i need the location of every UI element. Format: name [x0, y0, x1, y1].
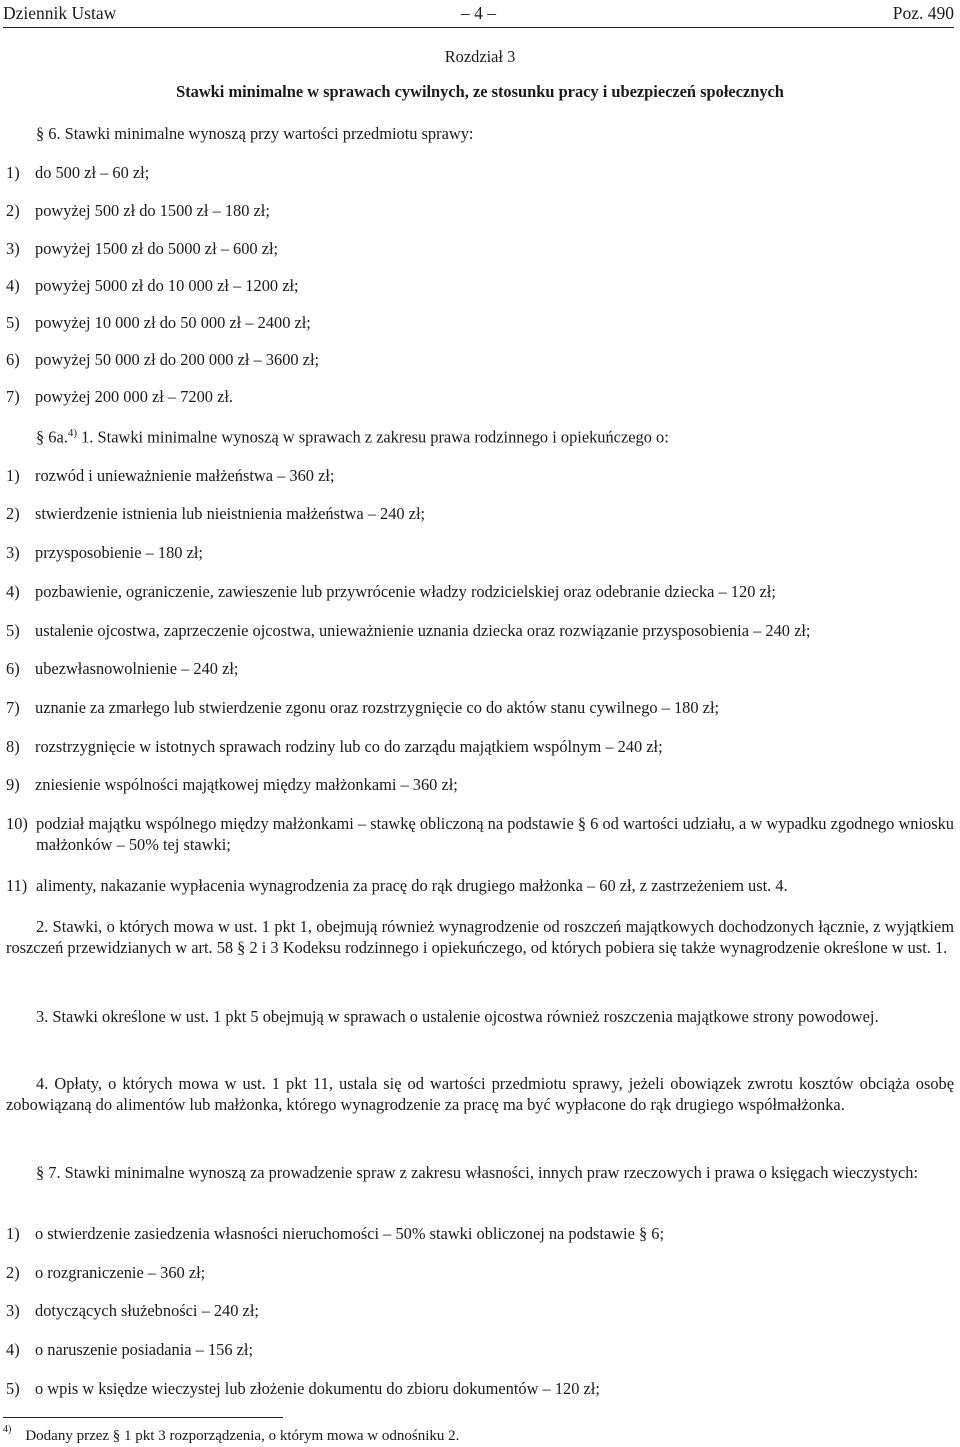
item-number: 5)	[6, 313, 20, 332]
item-number: 4)	[6, 276, 20, 295]
item-number: 5)	[6, 621, 20, 640]
item-text: o naruszenie posiadania – 156 zł;	[35, 1340, 254, 1359]
footnote-text: Dodany przez § 1 pkt 3 rozporządzenia, o którym mowa w odnośniku 2.	[25, 1428, 460, 1444]
item-text: podział majątku wspólnego między małżonkami – stawkę obliczoną na podstawie § 6 od wartości udziału, a w wypadku zgodnego wniosku małżonków – 50% tej stawki;	[36, 814, 954, 855]
list-item	[6, 1339, 954, 1360]
item-number: 9)	[6, 775, 20, 794]
item-text: alimenty, nakazanie wypłacenia wynagrodzenia za pracę do rąk drugiego małżonka – 60 zł, z zastrzeżeniem ust. 4.	[36, 876, 788, 895]
s7-intro: § 7. Stawki minimalne wynoszą za prowadzenie spraw z zakresu własności, innych praw rzeczowych i prawa o księgach wieczystych:	[36, 1163, 919, 1182]
item-number: 2)	[6, 1263, 20, 1282]
page-number: – 4 –	[461, 3, 496, 23]
item-text: dotyczących służebności – 240 zł;	[35, 1301, 259, 1320]
item-number: 7)	[6, 387, 20, 406]
item-text: ubezwłasnowolnienie – 240 zł;	[35, 659, 239, 678]
item-number: 3)	[6, 239, 20, 258]
header-rule	[3, 27, 954, 28]
item-text: powyżej 10 000 zł do 50 000 zł – 2400 zł;	[35, 313, 311, 332]
item-number: 3)	[6, 543, 20, 562]
position-number: Poz. 490	[892, 3, 954, 23]
list-item	[6, 1223, 954, 1244]
item-text: do 500 zł – 60 zł;	[35, 163, 150, 182]
section-text: 1. Stawki minimalne wynoszą w sprawach z zakresu prawa rodzinnego i opiekuńczego o:	[77, 427, 669, 447]
journal-name: Dziennik Ustaw	[3, 3, 117, 23]
list-item	[6, 1378, 954, 1399]
list-item	[6, 1300, 954, 1321]
list-item	[6, 238, 954, 259]
list-item	[6, 200, 954, 221]
list-item	[6, 581, 954, 602]
item-number: 11)	[6, 876, 28, 895]
s6a-ust2: 2. Stawki, o których mowa w ust. 1 pkt 1, obejmują również wynagrodzenie od roszczeń majątkowych dochodzonych łącznie, z wyjątkiem roszczeń przewidzianych w art. 58 § 2 i 3 Kodeksu rodzinnego i opiekuńczego, od których pobiera się także wynagrodzenie określone w ust. 1.	[6, 917, 954, 958]
item-text: o wpis w księdze wieczystej lub złożenie dokumentu do zbioru dokumentów – 120 zł;	[35, 1379, 600, 1398]
list-item	[6, 162, 954, 183]
chapter-label: Rozdział 3	[444, 47, 516, 66]
item-text: o stwierdzenie zasiedzenia własności nieruchomości – 50% stawki obliczonej na podstawie § 6;	[35, 1224, 665, 1243]
s6a-ust3: 3. Stawki określone w ust. 1 pkt 5 obejmują w sprawach o ustalenie ojcostwa również roszczenia majątkowe strony powodowej.	[36, 1007, 879, 1026]
list-item	[6, 813, 954, 856]
item-number: 6)	[6, 659, 20, 678]
item-text: powyżej 1500 zł do 5000 zł – 600 zł;	[35, 239, 279, 258]
s6-intro: § 6. Stawki minimalne wynoszą przy wartości przedmiotu sprawy:	[36, 124, 474, 143]
item-text: stwierdzenie istnienia lub nieistnienia małżeństwa – 240 zł;	[35, 504, 426, 523]
item-number: 6)	[6, 350, 20, 369]
footnote	[3, 1425, 459, 1447]
item-text: powyżej 50 000 zł do 200 000 zł – 3600 zł;	[35, 350, 320, 369]
page-header	[3, 2, 954, 26]
list-item	[6, 1262, 954, 1283]
item-number: 4)	[6, 1340, 20, 1359]
item-text: pozbawienie, ograniczenie, zawieszenie lub przywrócenie władzy rodzicielskiej oraz odebranie dziecka – 120 zł;	[35, 582, 776, 601]
list-item	[6, 774, 954, 795]
item-number: 2)	[6, 504, 20, 523]
s6a-intro	[6, 426, 954, 448]
item-number: 3)	[6, 1301, 20, 1320]
list-item	[6, 658, 954, 679]
footnote-ref: 4)	[67, 427, 78, 439]
item-text: powyżej 200 000 zł – 7200 zł.	[35, 387, 234, 406]
item-number: 4)	[6, 582, 20, 601]
item-text: uznanie za zmarłego lub stwierdzenie zgonu oraz rozstrzygnięcie co do aktów stanu cywilnego – 180 zł;	[35, 698, 720, 717]
item-text: rozwód i unieważnienie małżeństwa – 360 zł;	[35, 466, 335, 485]
item-text: powyżej 500 zł do 1500 zł – 180 zł;	[35, 201, 270, 220]
item-number: 1)	[6, 466, 20, 485]
item-text: powyżej 5000 zł do 10 000 zł – 1200 zł;	[35, 276, 299, 295]
list-item	[6, 465, 954, 486]
item-number: 7)	[6, 698, 20, 717]
list-item	[6, 875, 954, 896]
list-item	[6, 620, 954, 641]
footnote-rule	[3, 1417, 283, 1418]
list-item	[6, 386, 954, 407]
footnote-mark: 4)	[3, 1424, 12, 1435]
item-number: 8)	[6, 737, 20, 756]
item-number: 5)	[6, 1379, 20, 1398]
list-item	[6, 312, 954, 333]
list-item	[6, 697, 954, 718]
s6a-ust4: 4. Opłaty, o których mowa w ust. 1 pkt 11, ustala się od wartości przedmiotu sprawy, jeżeli obowiązek zwrotu kosztów obciąża osobę zobowiązaną do alimentów lub małżonka, którego wynagrodzenie za pracę ma być wypłacone do rąk drugiego współmałżonka.	[6, 1074, 954, 1115]
item-number: 2)	[6, 201, 20, 220]
item-number: 10)	[6, 814, 28, 833]
item-text: przysposobienie – 180 zł;	[35, 543, 203, 562]
item-text: rozstrzygnięcie w istotnych sprawach rodziny lub co do zarządu majątkiem wspólnym – 240 zł;	[35, 737, 663, 756]
list-item	[6, 503, 954, 524]
section-lead: § 6a.	[36, 427, 68, 447]
list-item	[6, 275, 954, 296]
item-text: ustalenie ojcostwa, zaprzeczenie ojcostwa, unieważnienie uznania dziecka oraz rozwiązanie przysposobienia – 240 zł;	[35, 621, 811, 640]
list-item	[6, 736, 954, 757]
chapter-title: Stawki minimalne w sprawach cywilnych, ze stosunku pracy i ubezpieczeń społecznych	[176, 82, 784, 101]
item-number: 1)	[6, 163, 20, 182]
list-item	[6, 349, 954, 370]
item-text: o rozgraniczenie – 360 zł;	[35, 1263, 206, 1282]
item-text: zniesienie wspólności majątkowej między małżonkami – 360 zł;	[35, 775, 458, 794]
item-number: 1)	[6, 1224, 20, 1243]
list-item	[6, 542, 954, 563]
